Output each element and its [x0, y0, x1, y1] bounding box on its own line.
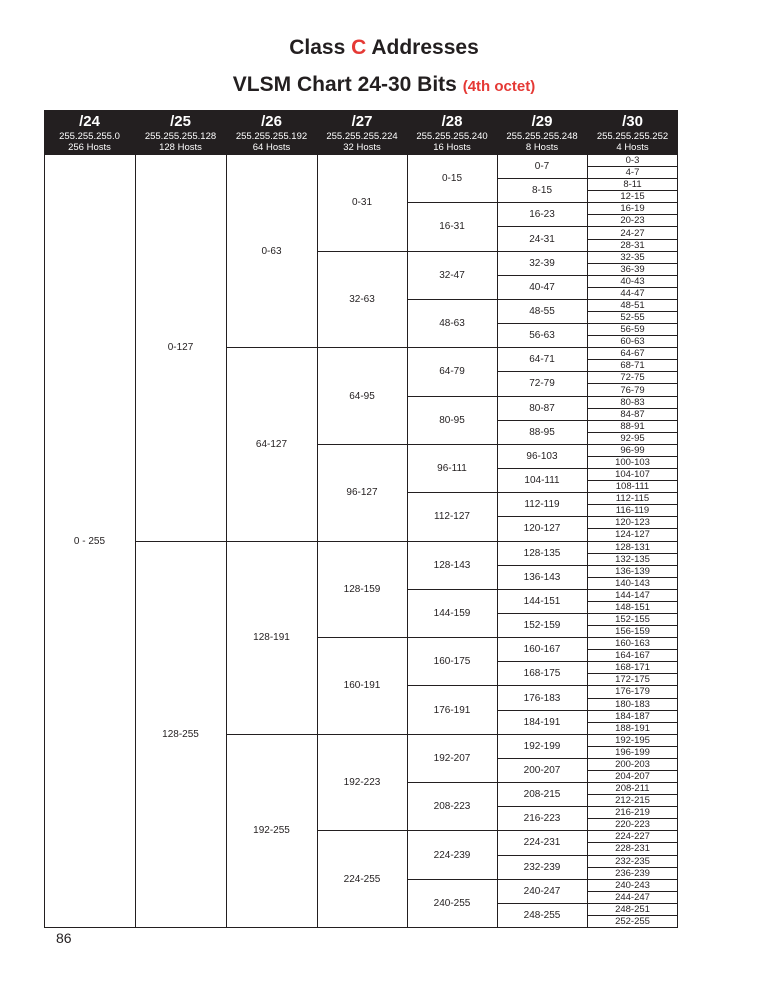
range-cell: 76-79 [587, 384, 678, 396]
range-cell: 188-191 [587, 723, 678, 735]
range-cell: 184-187 [587, 711, 678, 723]
range-cell: 32-63 [317, 252, 407, 349]
range-cell: 96-103 [497, 445, 587, 469]
range-cell: 224-255 [317, 831, 407, 928]
column-header [497, 110, 587, 155]
range-cell: 192-199 [497, 735, 587, 759]
column-body [226, 155, 317, 928]
column-header [407, 110, 497, 155]
column-body [44, 155, 135, 928]
page-title [0, 36, 768, 60]
range-cell: 60-63 [587, 336, 678, 348]
range-cell: 128-159 [317, 542, 407, 639]
range-cell: 208-215 [497, 783, 587, 807]
column-divider [407, 155, 408, 928]
prefix-label: /24 [79, 113, 100, 130]
range-cell: 184-191 [497, 711, 587, 735]
range-cell: 144-159 [407, 590, 497, 638]
range-cell: 232-235 [587, 856, 678, 868]
range-cell: 196-199 [587, 747, 678, 759]
host-count: 256 Hosts [68, 142, 111, 153]
column-header [587, 110, 678, 155]
range-cell: 24-27 [587, 227, 678, 239]
range-cell: 96-127 [317, 445, 407, 542]
range-cell: 248-255 [497, 904, 587, 928]
page-number: 86 [56, 930, 72, 946]
range-cell: 24-31 [497, 227, 587, 251]
range-cell: 144-147 [587, 590, 678, 602]
range-cell: 80-87 [497, 397, 587, 421]
range-cell: 136-139 [587, 566, 678, 578]
range-cell: 120-127 [497, 517, 587, 541]
range-cell: 192-195 [587, 735, 678, 747]
range-cell: 0 - 255 [44, 155, 135, 928]
range-cell: 8-15 [497, 179, 587, 203]
range-cell: 20-23 [587, 215, 678, 227]
range-cell: 228-231 [587, 843, 678, 855]
range-cell: 168-171 [587, 662, 678, 674]
range-cell: 80-83 [587, 397, 678, 409]
range-cell: 0-63 [226, 155, 317, 348]
range-cell: 144-151 [497, 590, 587, 614]
range-cell: 152-159 [497, 614, 587, 638]
subnet-mask: 255.255.255.252 [596, 131, 669, 142]
range-cell: 112-119 [497, 493, 587, 517]
range-cell: 136-143 [497, 566, 587, 590]
range-cell: 224-227 [587, 831, 678, 843]
column-divider [317, 155, 318, 928]
column-body [407, 155, 497, 928]
range-cell: 132-135 [587, 554, 678, 566]
range-cell: 128-131 [587, 542, 678, 554]
column-body [317, 155, 407, 928]
range-cell: 148-151 [587, 602, 678, 614]
range-cell: 164-167 [587, 650, 678, 662]
range-cell: 0-31 [317, 155, 407, 252]
range-cell: 32-35 [587, 252, 678, 264]
column-bits-30 [587, 110, 678, 928]
range-cell: 88-91 [587, 421, 678, 433]
range-cell: 216-223 [497, 807, 587, 831]
range-cell: 92-95 [587, 433, 678, 445]
range-cell: 12-15 [587, 191, 678, 203]
range-cell: 64-79 [407, 348, 497, 396]
range-cell: 224-239 [407, 831, 497, 879]
column-body [497, 155, 587, 928]
prefix-label: /27 [351, 113, 373, 130]
range-cell: 128-143 [407, 542, 497, 590]
range-cell: 48-55 [497, 300, 587, 324]
range-cell: 220-223 [587, 819, 678, 831]
host-count: 16 Hosts [433, 142, 471, 153]
column-body [135, 155, 226, 928]
range-cell: 208-211 [587, 783, 678, 795]
range-cell: 16-23 [497, 203, 587, 227]
range-cell: 224-231 [497, 831, 587, 855]
range-cell: 40-43 [587, 276, 678, 288]
host-count: 4 Hosts [616, 142, 649, 153]
range-cell: 52-55 [587, 312, 678, 324]
range-cell: 140-143 [587, 578, 678, 590]
range-cell: 176-179 [587, 686, 678, 698]
range-cell: 56-59 [587, 324, 678, 336]
subnet-mask: 255.255.255.0 [59, 131, 120, 142]
range-cell: 200-203 [587, 759, 678, 771]
range-cell: 44-47 [587, 288, 678, 300]
range-cell: 32-39 [497, 252, 587, 276]
range-cell: 160-163 [587, 638, 678, 650]
range-cell: 128-135 [497, 542, 587, 566]
range-cell: 8-11 [587, 179, 678, 191]
range-cell: 96-99 [587, 445, 678, 457]
prefix-label: /29 [531, 113, 553, 130]
range-cell: 32-47 [407, 252, 497, 300]
range-cell: 64-127 [226, 348, 317, 541]
range-cell: 152-155 [587, 614, 678, 626]
range-cell: 36-39 [587, 264, 678, 276]
range-cell: 104-111 [497, 469, 587, 493]
subnet-mask: 255.255.255.128 [144, 131, 217, 142]
range-cell: 244-247 [587, 892, 678, 904]
range-cell: 100-103 [587, 457, 678, 469]
range-cell: 72-79 [497, 372, 587, 396]
range-cell: 240-247 [497, 880, 587, 904]
range-cell: 208-223 [407, 783, 497, 831]
title-prefix: Class [289, 36, 346, 59]
range-cell: 192-255 [226, 735, 317, 928]
range-cell: 180-183 [587, 699, 678, 711]
range-cell: 248-251 [587, 904, 678, 916]
range-cell: 0-7 [497, 155, 587, 179]
prefix-label: /28 [441, 113, 463, 130]
subnet-mask: 255.255.255.224 [326, 131, 398, 142]
column-bits-26 [226, 110, 317, 928]
host-count: 64 Hosts [252, 142, 291, 153]
column-bits-29 [497, 110, 587, 928]
range-cell: 16-31 [407, 203, 497, 251]
range-cell: 192-223 [317, 735, 407, 832]
range-cell: 204-207 [587, 771, 678, 783]
range-cell: 96-111 [407, 445, 497, 493]
subtitle-main: VLSM Chart 24-30 Bits [232, 73, 457, 96]
prefix-label: /25 [170, 113, 191, 130]
range-cell: 112-127 [407, 493, 497, 541]
range-cell: 240-243 [587, 880, 678, 892]
range-cell: 80-95 [407, 397, 497, 445]
title-class-letter: C [351, 36, 367, 59]
range-cell: 252-255 [587, 916, 678, 928]
range-cell: 124-127 [587, 529, 678, 541]
range-cell: 64-95 [317, 348, 407, 445]
range-cell: 240-255 [407, 880, 497, 928]
range-cell: 88-95 [497, 421, 587, 445]
range-cell: 48-51 [587, 300, 678, 312]
range-cell: 40-47 [497, 276, 587, 300]
range-cell: 68-71 [587, 360, 678, 372]
range-cell: 176-183 [497, 686, 587, 710]
column-header [44, 110, 135, 155]
column-bits-24 [44, 110, 135, 928]
column-header [226, 110, 317, 155]
range-cell: 172-175 [587, 674, 678, 686]
range-cell: 28-31 [587, 240, 678, 252]
column-divider [226, 155, 227, 928]
range-cell: 168-175 [497, 662, 587, 686]
range-cell: 160-175 [407, 638, 497, 686]
range-cell: 160-191 [317, 638, 407, 735]
range-cell: 0-127 [135, 155, 226, 542]
range-cell: 108-111 [587, 481, 678, 493]
range-cell: 128-255 [135, 542, 226, 929]
range-cell: 0-15 [407, 155, 497, 203]
column-divider [135, 155, 136, 928]
range-cell: 160-167 [497, 638, 587, 662]
column-divider [44, 155, 45, 928]
prefix-label: /30 [622, 113, 643, 130]
host-count: 8 Hosts [525, 142, 559, 153]
range-cell: 0-3 [587, 155, 678, 167]
host-count: 128 Hosts [159, 142, 202, 153]
subnet-mask: 255.255.255.248 [506, 131, 578, 142]
host-count: 32 Hosts [343, 142, 381, 153]
subtitle-note: (4th octet) [462, 78, 536, 95]
column-header [317, 110, 407, 155]
column-divider [677, 155, 678, 928]
range-cell: 216-219 [587, 807, 678, 819]
column-divider [587, 155, 588, 928]
range-cell: 116-119 [587, 505, 678, 517]
range-cell: 4-7 [587, 167, 678, 179]
page-subtitle [0, 73, 768, 97]
range-cell: 16-19 [587, 203, 678, 215]
range-cell: 192-207 [407, 735, 497, 783]
column-bits-27 [317, 110, 407, 928]
subnet-mask: 255.255.255.240 [416, 131, 488, 142]
range-cell: 64-71 [497, 348, 587, 372]
range-cell: 48-63 [407, 300, 497, 348]
range-cell: 156-159 [587, 626, 678, 638]
vlsm-chart [44, 110, 678, 928]
range-cell: 56-63 [497, 324, 587, 348]
range-cell: 120-123 [587, 517, 678, 529]
column-body [587, 155, 678, 928]
range-cell: 236-239 [587, 868, 678, 880]
column-bits-28 [407, 110, 497, 928]
range-cell: 212-215 [587, 795, 678, 807]
range-cell: 72-75 [587, 372, 678, 384]
prefix-label: /26 [261, 113, 282, 130]
subnet-mask: 255.255.255.192 [235, 131, 308, 142]
title-suffix: Addresses [371, 36, 479, 59]
range-cell: 232-239 [497, 856, 587, 880]
range-cell: 200-207 [497, 759, 587, 783]
range-cell: 128-191 [226, 542, 317, 735]
range-cell: 104-107 [587, 469, 678, 481]
column-divider [497, 155, 498, 928]
range-cell: 176-191 [407, 686, 497, 734]
column-header [135, 110, 226, 155]
range-cell: 112-115 [587, 493, 678, 505]
column-bits-25 [135, 110, 226, 928]
range-cell: 64-67 [587, 348, 678, 360]
range-cell: 84-87 [587, 409, 678, 421]
